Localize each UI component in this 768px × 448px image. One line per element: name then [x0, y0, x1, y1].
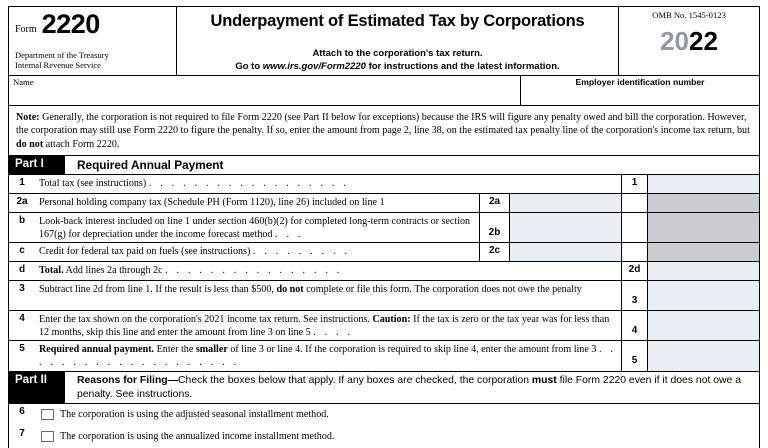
line-2d-row [9, 262, 759, 281]
part2-title-bold2: must [531, 375, 557, 387]
year-suffix: 22 [689, 26, 718, 56]
form-identifier [15, 11, 170, 38]
line-2c-ref: 2c [479, 243, 509, 261]
line-2a-number: 2a [16, 195, 28, 207]
form-masthead [8, 6, 760, 76]
line-4-leader: . . . . [313, 327, 354, 339]
line-2a-right-ref [621, 194, 647, 212]
line-6-text: The corporation is using the adjusted seasonal installment method. [60, 409, 329, 421]
note-label: Note: [16, 112, 40, 123]
line-7-row [9, 426, 759, 448]
agency-line-1: Department of the Treasury [15, 50, 109, 60]
line-4-text2: If the tax is zero or the tax year was for less than 12 months, skip this line and enter the amount from line 3 on line 5 [39, 314, 610, 339]
line-2c-right-ref [621, 243, 647, 261]
line-3-ref: 3 [621, 281, 647, 310]
line-2b-number: b [18, 214, 26, 226]
line-2d-number: d [18, 264, 26, 276]
line-7-text: The corporation is using the annualized income installment method. [60, 431, 335, 443]
line-1-row [9, 175, 759, 194]
line-3-text2: complete or file this form. The corporation does not owe the penalty [303, 284, 582, 296]
attach-instruction: Attach to the corporation's tax return. [312, 48, 483, 59]
line-4-row [9, 311, 759, 341]
line-5-bold2: smaller [195, 344, 228, 356]
part1-header [8, 156, 760, 175]
line-2b-description [35, 213, 479, 242]
part1-tag: Part I [9, 156, 65, 174]
line-1-amount-input[interactable] [647, 175, 759, 193]
line-2d-text: Add lines 2a through 2c [63, 265, 163, 277]
line-6-number: 6 [19, 406, 25, 418]
line-1-leader: . . . . . . . . . . . . . . . . . . [148, 177, 350, 189]
line-5-bold: Required annual payment. [39, 344, 155, 356]
line-2c-blocked-cell [647, 243, 759, 261]
identity-row [8, 76, 760, 106]
line-2d-ref: 2d [621, 262, 647, 280]
line-4-amount-input[interactable] [647, 311, 759, 340]
line-6-row [9, 404, 759, 426]
line-3-row [9, 281, 759, 311]
line-2b-row [9, 213, 759, 243]
line-2b-ref: 2b [479, 213, 509, 242]
line-2c-text: Credit for federal tax paid on fuels (see instructions) [39, 246, 251, 258]
line-2c-description [35, 243, 479, 261]
line-4-description [35, 311, 621, 340]
name-label: Name [13, 77, 34, 87]
part2-title-bold: Reasons for Filing— [77, 375, 179, 387]
line-3-bold: do not [276, 284, 304, 296]
line-4-text: Enter the tax shown on the corporation's 2021 income tax return. See instructions. [39, 314, 373, 326]
goto-prefix: Go to [235, 61, 263, 72]
note-text-end: attach Form 2220. [43, 138, 120, 150]
masthead-left [9, 7, 177, 75]
line-2b-leader: . . . [275, 229, 304, 241]
line-2c-amount-input[interactable] [509, 243, 621, 261]
ein-field-cell[interactable] [521, 76, 759, 105]
line-5-number: 5 [19, 343, 25, 355]
irs-url: www.irs.gov/Form2220 [262, 61, 366, 72]
note-text: Generally, the corporation is not required to file Form 2220 (see Part II below for exceptions) because the IRS will figure any penalty owed and bill the corporation. However, the corporation may still use Form 2220 to figure the penalty. If so, enter the amount from page 2, line 38, on the estimated tax penalty line of the corporation's income tax return, but [16, 112, 750, 137]
ein-label: Employer identification number [575, 77, 705, 87]
line-2d-description [35, 262, 621, 280]
line-2a-amount-input[interactable] [509, 194, 621, 212]
form-word-label: Form [15, 24, 37, 35]
line-2c-number: c [19, 245, 25, 257]
agency-line-2: Internal Revenue Service [15, 60, 101, 71]
line-5-amount-input[interactable] [647, 341, 759, 371]
line-7-checkbox-row[interactable] [39, 428, 755, 447]
line-2d-amount-input[interactable] [647, 262, 759, 280]
form-number: 2220 [41, 9, 100, 39]
line-7-number: 7 [19, 428, 25, 440]
line-2b-amount-input[interactable] [509, 213, 621, 242]
line-5-row [9, 341, 759, 371]
line-6-checkbox-row[interactable] [39, 406, 755, 425]
part1-title: Required Annual Payment [77, 157, 224, 172]
part2-header [8, 372, 760, 404]
note-bold-tail: do not [16, 138, 44, 150]
line-4-number: 4 [19, 313, 25, 325]
line-5-leader: . . . . . . . . . . . . . . . . . . . . [39, 344, 617, 369]
line-5-text: Enter the [154, 344, 196, 356]
goto-suffix: for instructions and the latest information. [365, 61, 560, 72]
part2-tag: Part II [9, 372, 65, 403]
masthead-right [619, 7, 759, 75]
line-6-checkbox[interactable] [41, 409, 54, 420]
line-5-text2: of line 3 or line 4. If the corporation is required to skip line 4, enter the amount from line 3 [227, 344, 597, 356]
line-3-description [35, 281, 621, 310]
line-2a-blocked-cell [647, 194, 759, 212]
note-block [8, 106, 760, 156]
line-6-description [35, 404, 759, 426]
line-7-description [35, 426, 759, 448]
line-2b-text: Look-back interest included on line 1 under section 460(b)(2) for completed long-term contracts or section 167(g) for depreciation under the income forecast method [39, 215, 471, 241]
line-2a-row [9, 194, 759, 213]
line-2d-bold: Total. [39, 265, 64, 277]
line-2d-leader: . . . . . . . . . . . . . . . . [165, 265, 343, 277]
line-1-number: 1 [19, 176, 25, 188]
line-2a-description: Personal holding company tax (Schedule PH (Form 1120), line 26) included on line 1 [39, 196, 385, 208]
line-5-description [35, 341, 621, 371]
line-3-number: 3 [19, 283, 25, 295]
part1-lines [8, 175, 760, 372]
part2-title-rest2: file Form 2220 even if it does not owe a penalty. See instructions. [77, 375, 741, 400]
line-1-description [35, 175, 621, 193]
year-prefix: 20 [660, 26, 689, 56]
line-2c-row [9, 243, 759, 262]
tax-year [619, 26, 759, 57]
line-2b-blocked-cell [647, 213, 759, 242]
line-2b-right-ref [621, 213, 647, 242]
part2-lines [8, 404, 760, 448]
omb-number: OMB No. 1545-0123 [652, 10, 726, 20]
line-1-ref: 1 [621, 175, 647, 193]
line-5-ref: 5 [621, 341, 647, 371]
line-3-amount-input[interactable] [647, 281, 759, 310]
name-field-cell[interactable] [9, 76, 521, 105]
line-4-ref: 4 [621, 311, 647, 340]
masthead-center [177, 7, 619, 75]
issuing-agency [15, 50, 170, 71]
form-title: Underpayment of Estimated Tax by Corporations [210, 12, 585, 30]
line-7-checkbox[interactable] [41, 431, 54, 442]
line-1-text: Total tax (see instructions) [39, 177, 147, 189]
line-2c-leader: . . . . . . . . . [252, 246, 351, 258]
line-2a-ref: 2a [479, 194, 509, 212]
line-3-text: Subtract line 2d from line 1. If the result is less than $500, [39, 284, 277, 296]
website-instruction [177, 61, 618, 72]
part2-title-rest: Check the boxes below that apply. If any boxes are checked, the corporation [178, 375, 532, 387]
part2-title [65, 372, 759, 403]
line-4-bold: Caution: [372, 314, 411, 326]
